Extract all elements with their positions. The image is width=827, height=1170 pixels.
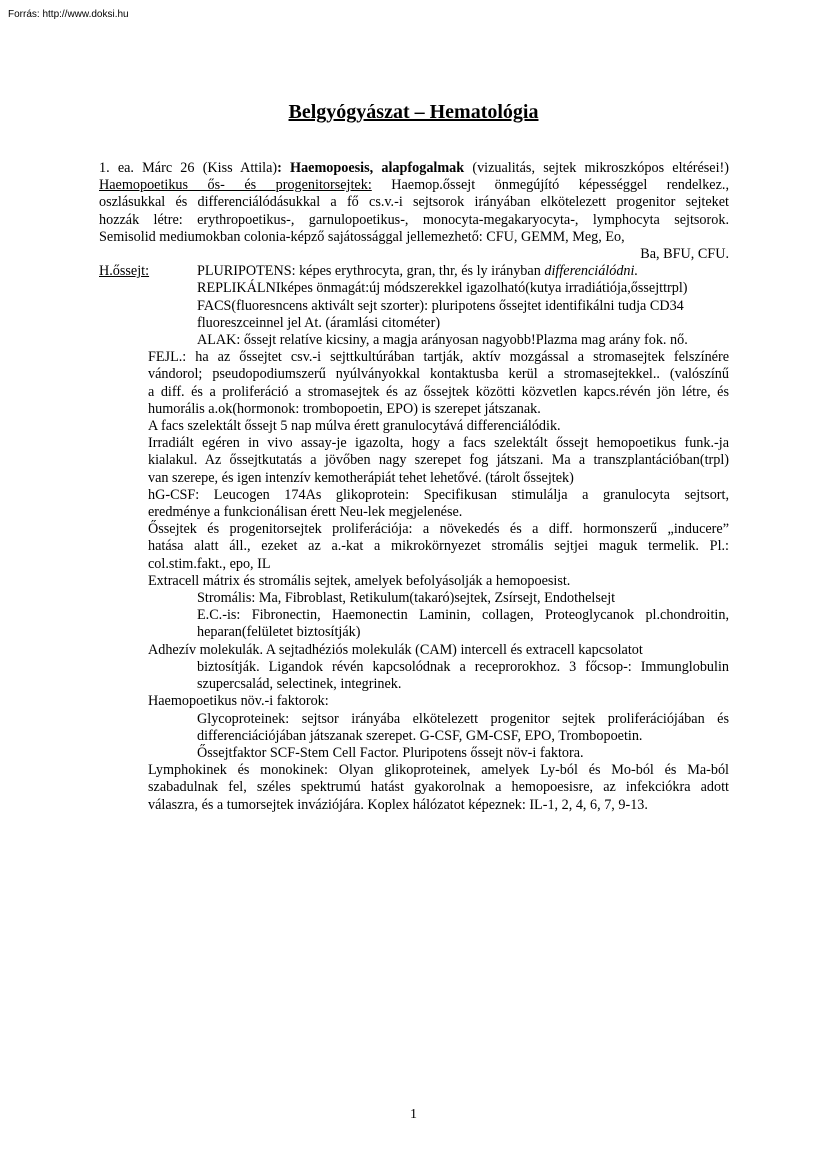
glyco-line: differenciációjában játszanak szerepet. G-CSF, GM-CSF, EPO, Trombopoetin. (197, 727, 643, 744)
fejl-line: a diff. és a proliferáció a stromasejtek és az őssejtek közötti közvetlen kapcs.révén jön létre, és (148, 383, 729, 400)
irradialt-line: van szerepe, és igen intenzív kemotherápiát tehet lehetővé. (tárolt őssejtek) (148, 469, 574, 486)
fejl-line: vándorol; pseudopodiumszerű nyúlványokkal kontaktusba kerül a stromasejtekkel.. (valószínű (148, 366, 729, 383)
adheziv-line: szupercsalád, selectinek, integrinek. (197, 676, 402, 693)
hgcsf-line: hG-CSF: Leucogen 174As glikoprotein: Specifikusan stimulálja a granulocyta sejtsort, (148, 486, 729, 503)
faktorok-label: Haemopoetikus növ.-i faktorok: (148, 693, 329, 710)
lecture-topic: : Haemopoesis, alapfogalmak (277, 160, 465, 176)
page-title: Belgyógyászat – Hematológia (288, 101, 539, 123)
facs-line: A facs szelektált őssejt 5 nap múlva érett granulocytává differenciálódik. (148, 418, 561, 435)
fejl-line: humorális a.ok(hormonok: trombopoetin, EPO) is szerepet játszanak. (148, 400, 541, 417)
source-url: Forrás: http://www.doksi.hu (8, 9, 129, 20)
stromalis-line: Stromális: Ma, Fibroblast, Retikulum(takaró)sejtek, Zsírsejt, Endothelsejt (197, 590, 616, 607)
lecture-note: (vizualitás, sejtek mikroszkópos eltérései!) (464, 160, 729, 176)
adheziv-line: biztosítják. Ligandok révén kapcsolódnak a receprorokhoz. 3 főcsop-: Immunglobulin (197, 658, 729, 675)
h-ossejt-line: ALAK: őssejt relatíve kicsiny, a magja arányosan nagyobb!Plazma mag arány fok. nő. (197, 332, 688, 349)
page-number: 1 (410, 1107, 417, 1122)
lecture-heading (99, 160, 729, 177)
ec-line: E.C.-is: Fibronectin, Haemonectin Laminin, collagen, Proteoglycanok pl.chondroitin, (197, 607, 729, 624)
glyco-line: Glycoproteinek: sejtsor irányába elkötelezett progenitor sejtek proliferációjában és (197, 710, 729, 727)
fejl-line: FEJL.: ha az őssejtet csv.-i sejttkultúrában tartják, aktív mozgással a stromasejtek felszínére (148, 349, 729, 366)
extracell-line: Extracell mátrix és stromális sejtek, amelyek befolyásolják a hemopoesist. (148, 572, 571, 589)
h-ossejt-section (99, 263, 729, 280)
irradialt-line: kialakul. Az őssejtkutatás a jövőben nagy szerepet fog játszani. Ma a transzplantációban(trpl) (148, 452, 729, 469)
lympho-line: válaszra, és a tumorsejtek inváziójára. Koplex hálózatot képeznek: IL-1, 2, 4, 6, 7, 9-13. (148, 796, 648, 813)
irradialt-line: Irradiált egéren in vivo assay-je igazolta, hogy a facs szelektált őssejt hemopoetikus funk.-ja (148, 435, 729, 452)
adheziv-line: Adhezív molekulák. A sejtadhéziós molekulák (CAM) intercell és extracell kapcsolatot (148, 641, 643, 658)
notes-block (99, 349, 729, 813)
prolif-line: hatása alatt áll., ezeket az a.-kat a mikrokörnyezet stromális sejtjei maguk termelik. Pl.: (148, 538, 729, 555)
stem-cells-line: Haemopoetikus ős- és progenitorsejtek: Haemop.őssejt önmegújító képességgel rendelkez., (99, 177, 729, 194)
stem-cells-label: Haemopoetikus ős- és progenitorsejtek: (99, 177, 372, 194)
prolif-line: Őssejtek és progenitorsejtek proliferációja: a növekedés és a diff. hormonszerű „inducere” (148, 521, 729, 538)
document-body (99, 160, 729, 814)
h-ossejt-line: FACS(fluoresncens aktivált sejt szorter): pluripotens őssejtet identifikálni tudja CD34 (197, 297, 684, 314)
stem-cells-line: Ba, BFU, CFU. (640, 246, 729, 263)
stem-cells-line: Semisolid mediumokban colonia-képző sajátossággal jellemezhető: CFU, GEMM, Meg, Eo, (99, 228, 625, 245)
stem-cells-line: oszlásukkal és differenciálódásukkal a fő cs.v.-i sejtsorok irányában elkötelezett progenitor sejteket (99, 194, 729, 211)
lecture-intro: 1. ea. Márc 26 (Kiss Attila) (99, 160, 278, 176)
prolif-line: col.stim.fakt., epo, IL (148, 555, 271, 572)
lympho-line: szabadulnak fel, széles spektrumú hatást gyakorolnak a hemopoesisre, az infekciókra adott (148, 779, 729, 796)
hgcsf-line: eredménye a funkcionálisan érett Neu-lek megjelenése. (148, 504, 463, 521)
h-ossejt-label: H.őssejt: (99, 263, 150, 280)
h-ossejt-line: fluoreszceinnel jel At. (áramlási citométer) (197, 314, 441, 331)
ec-line: heparan(felületet biztosítják) (197, 624, 361, 641)
stem-cells-line: hozzák létre: erythropoetikus-, garnulopoetikus-, monocyta-megakaryocyta-, lymphocyta sejtsorok. (99, 211, 729, 228)
h-ossejt-line: REPLIKÁLNIképes önmagát:új módszerekkel igazolható(kutya irradiátiója,őssejttrpl) (197, 280, 688, 297)
glyco-line: Őssejtfaktor SCF-Stem Cell Factor. Pluripotens őssejt növ-i faktora. (197, 744, 584, 761)
pluripotens-line: PLURIPOTENS: képes erythrocyta, gran, thr, és ly irányban differenciálódni. (197, 263, 639, 280)
lympho-line: Lymphokinek és monokinek: Olyan glikoproteinek, amelyek Ly-ból és Mo-ból és Ma-ból (148, 762, 729, 779)
